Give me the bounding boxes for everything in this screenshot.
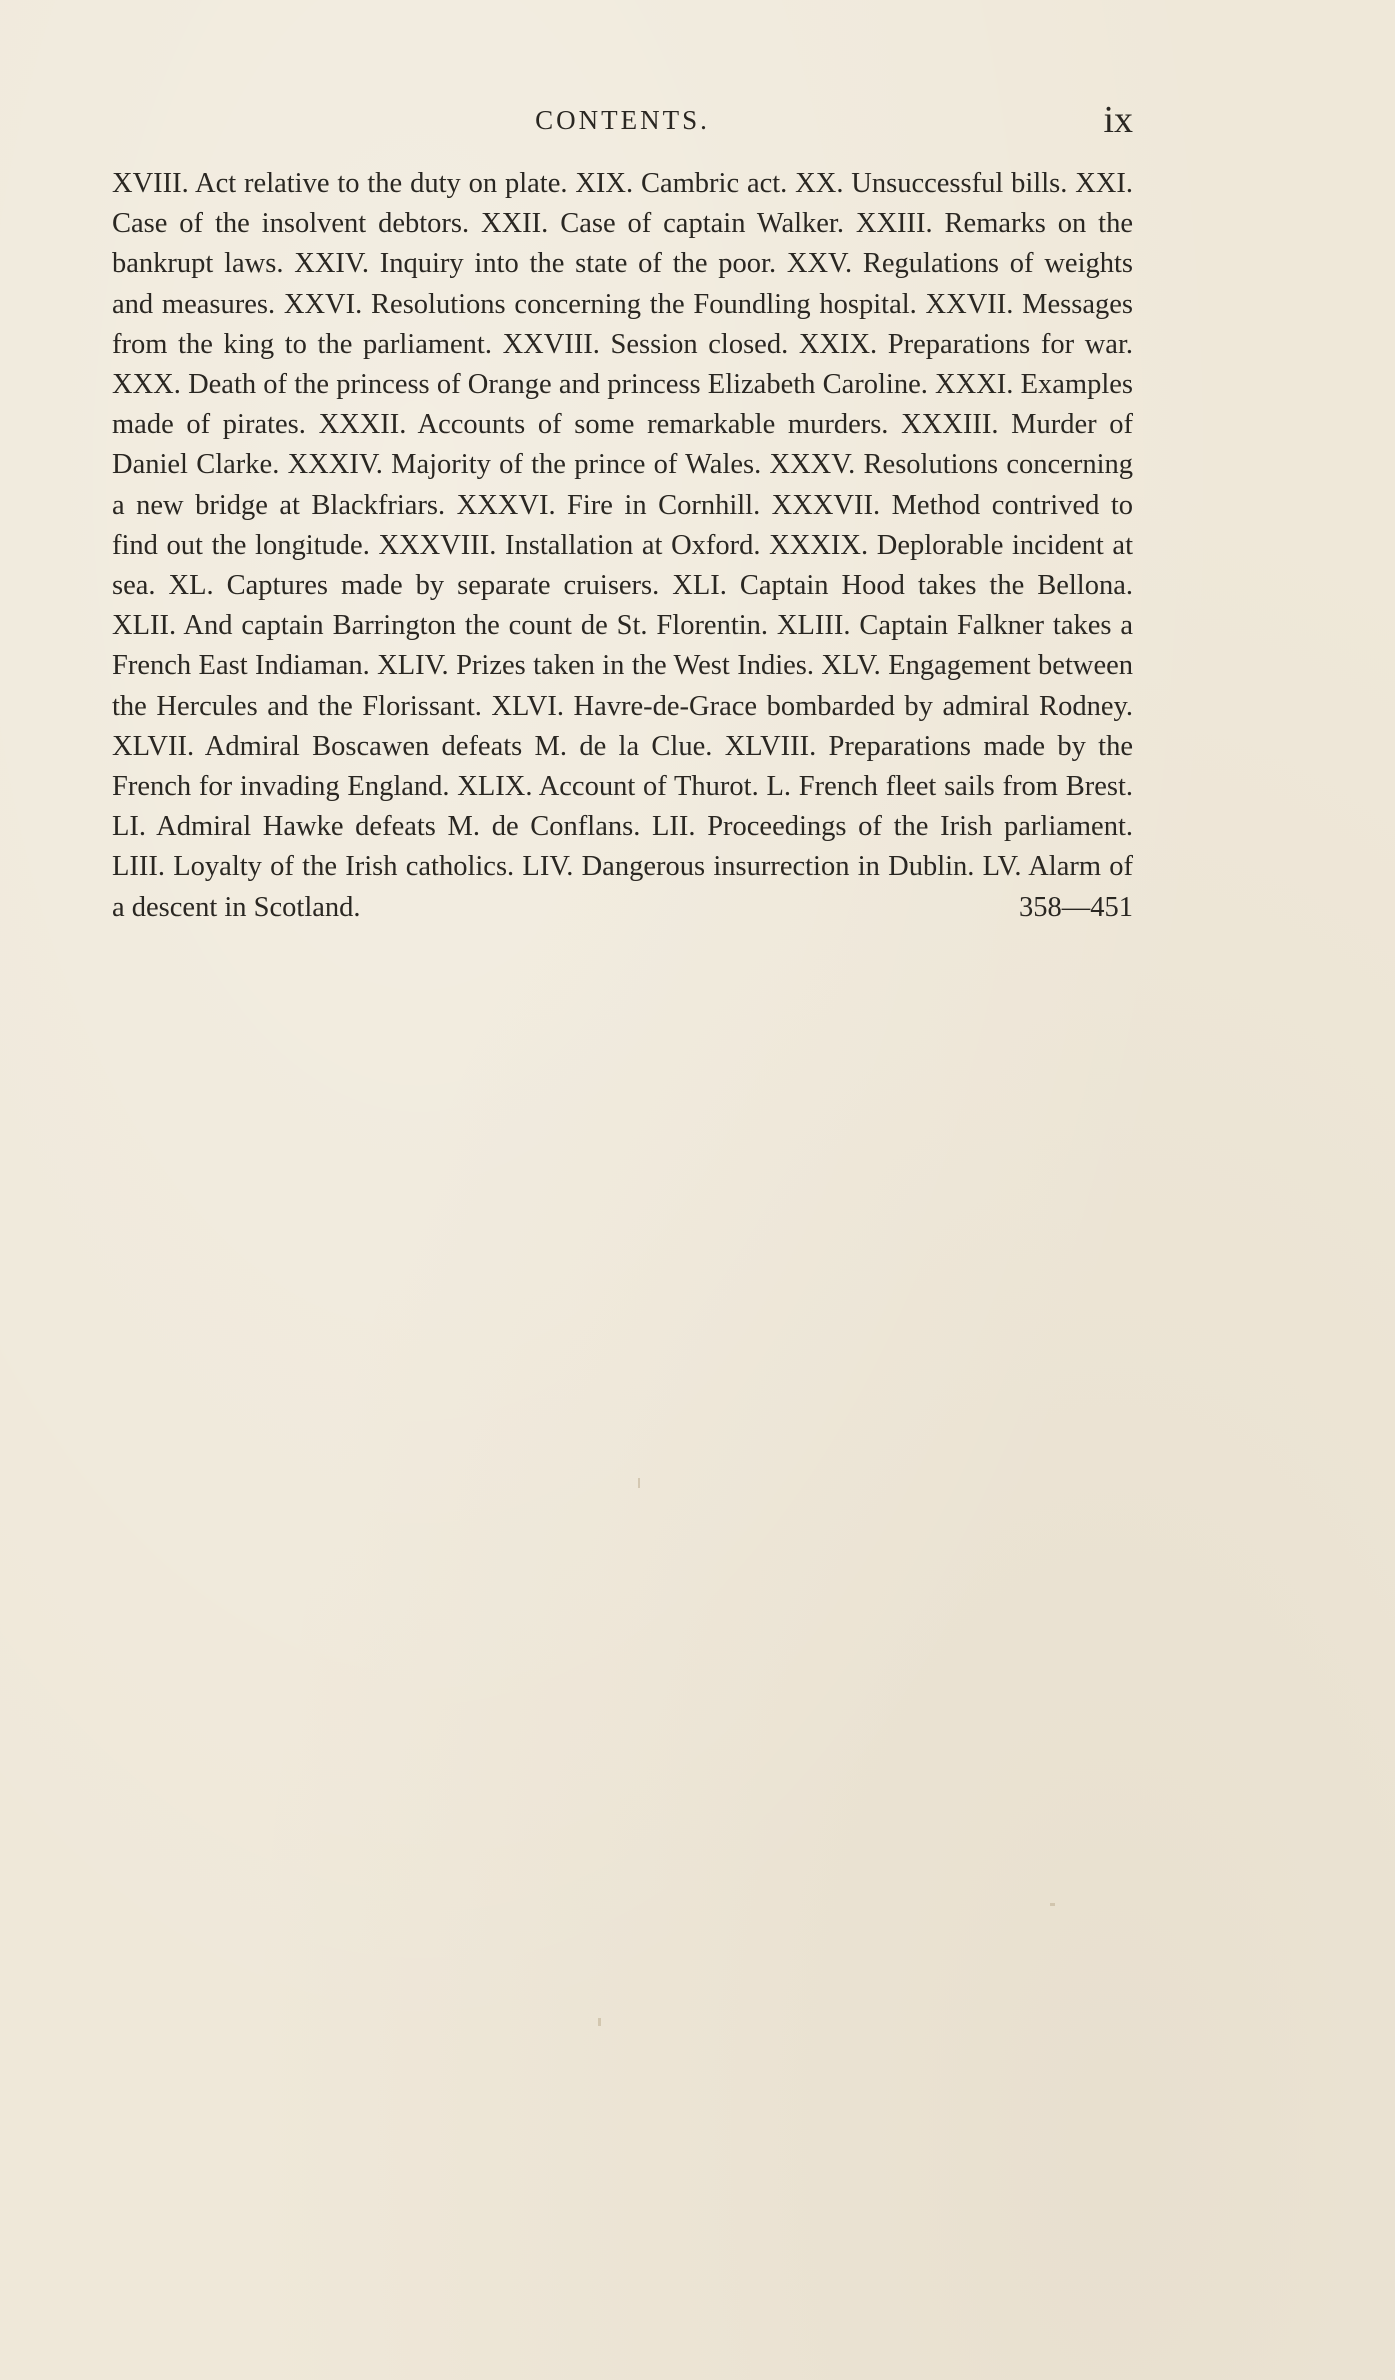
contents-paragraph [112,164,1133,928]
paper-speck [598,2018,601,2026]
contents-text: XVIII. Act relative to the duty on plate. XIX. Cambric act. XX. Unsuccessful bills. XXI. Case of the insolvent debtors. XXII. Case of captain Walker. XXIII. Remarks on the bankrupt laws. XXIV. Inquiry into the state of the poor. XXV. Regulations of weights and measures. XXVI. Resolutions concerning the Foundling hospital. XXVII. Messages from the king to the parliament. XXVIII. Session closed. XXIX. Preparations for war. XXX. Death of the princess of Orange and princess Elizabeth Caroline. XXXI. Examples made of pirates. XXXII. Accounts of some remarkable murders. XXXIII. Murder of Daniel Clarke. XXXIV. Majority of the prince of Wales. XXXV. Resolutions concerning a new bridge at Blackfriars. XXXVI. Fire in Cornhill. XXXVII. Method contrived to find out the longitude. XXXVIII. Installation at Oxford. XXXIX. Deplorable incident at sea. XL. Captures made by separate cruisers. XLI. Captain Hood takes the Bellona. XLII. And captain Barrington the count de St. Florentin. XLIII. Captain Falkner takes a French East Indiaman. XLIV. Prizes taken in the West Indies. XLV. Engagement between the Hercules and the Florissant. XLVI. Havre-de-Grace bombarded by admiral Rodney. XLVII. Admiral Boscawen defeats M. de la Clue. XLVIII. Preparations made by the French for invading England. XLIX. Account of Thurot. L. French fleet sails from Brest. LI. Admiral Hawke defeats M. de Conflans. LII. Proceedings of the Irish parliament. LIII. Loyalty of the Irish catholics. LIV. Dangerous insurrection in Dublin. LV. Alarm of a descent in Scotland. [112,168,1133,923]
running-head [112,96,1133,144]
paper-speck [638,1478,640,1488]
page-title: CONTENTS. [535,105,710,135]
page-range: 358—451 [1019,891,1133,923]
page-number: ix [1103,99,1133,141]
paper-speck [1050,1903,1055,1906]
